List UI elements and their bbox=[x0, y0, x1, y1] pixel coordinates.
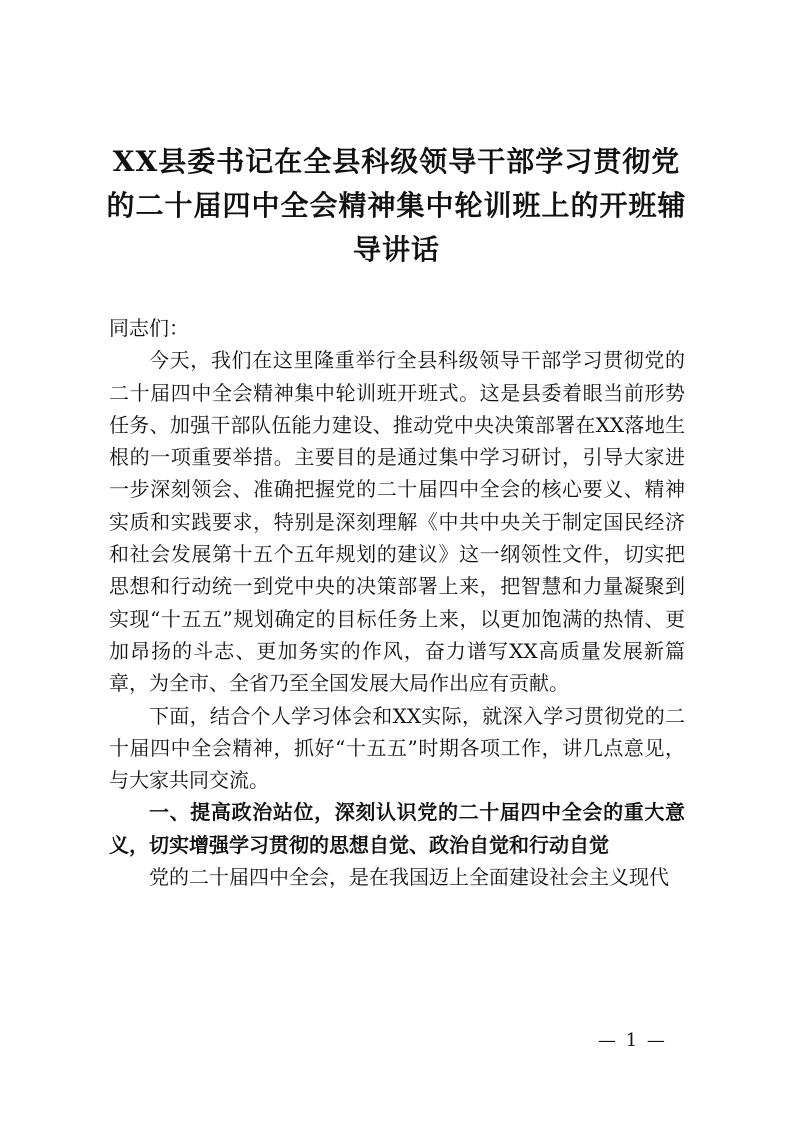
section-heading: 一、提高政治站位，深刻认识党的二十届四中全会的重大意义，切实增强学习贯彻的思想自觉、政治自觉和行动自觉 bbox=[109, 800, 685, 857]
page-number: — 1 — bbox=[598, 1030, 667, 1051]
body-paragraph-1: 今天，我们在这里隆重举行全县科级领导干部学习贯彻党的二十届四中全会精神集中轮训班开班式。这是县委着眼当前形势任务、加强干部队伍能力建设、推动党中央决策部署在XX落地生根的一项重要举措。主要目的是通过集中学习研讨，引导大家进一步深刻领会、准确把握党的二十届四中全会的核心要义、精神实质和实践要求，特别是深刻理解《中共中央关于制定国民经济和社会发展第十五个五年规划的建议》这一纲领性文件，切实把思想和行动统一到党中央的决策部署上来，把智慧和力量凝聚到实现“十五五”规划确定的目标任务上来，以更加饱满的热情、更加昂扬的斗志、更加务实的作风，奋力谱写XX高质量发展新篇章，为全市、全省乃至全国发展大局作出应有贡献。 bbox=[109, 348, 685, 696]
document-title: XX县委书记在全县科级领导干部学习贯彻党的二十届四中全会精神集中轮训班上的开班辅导讲话 bbox=[106, 145, 687, 266]
salutation: 同志们： bbox=[109, 316, 189, 340]
body-paragraph-2: 下面，结合个人学习体会和XX实际，就深入学习贯彻党的二十届四中全会精神，抓好“十五五”时期各项工作，讲几点意见，与大家共同交流。 bbox=[109, 703, 685, 793]
document-body bbox=[109, 312, 685, 893]
section-paragraph: 党的二十届四中全会，是在我国迈上全面建设社会主义现代 bbox=[149, 865, 669, 890]
